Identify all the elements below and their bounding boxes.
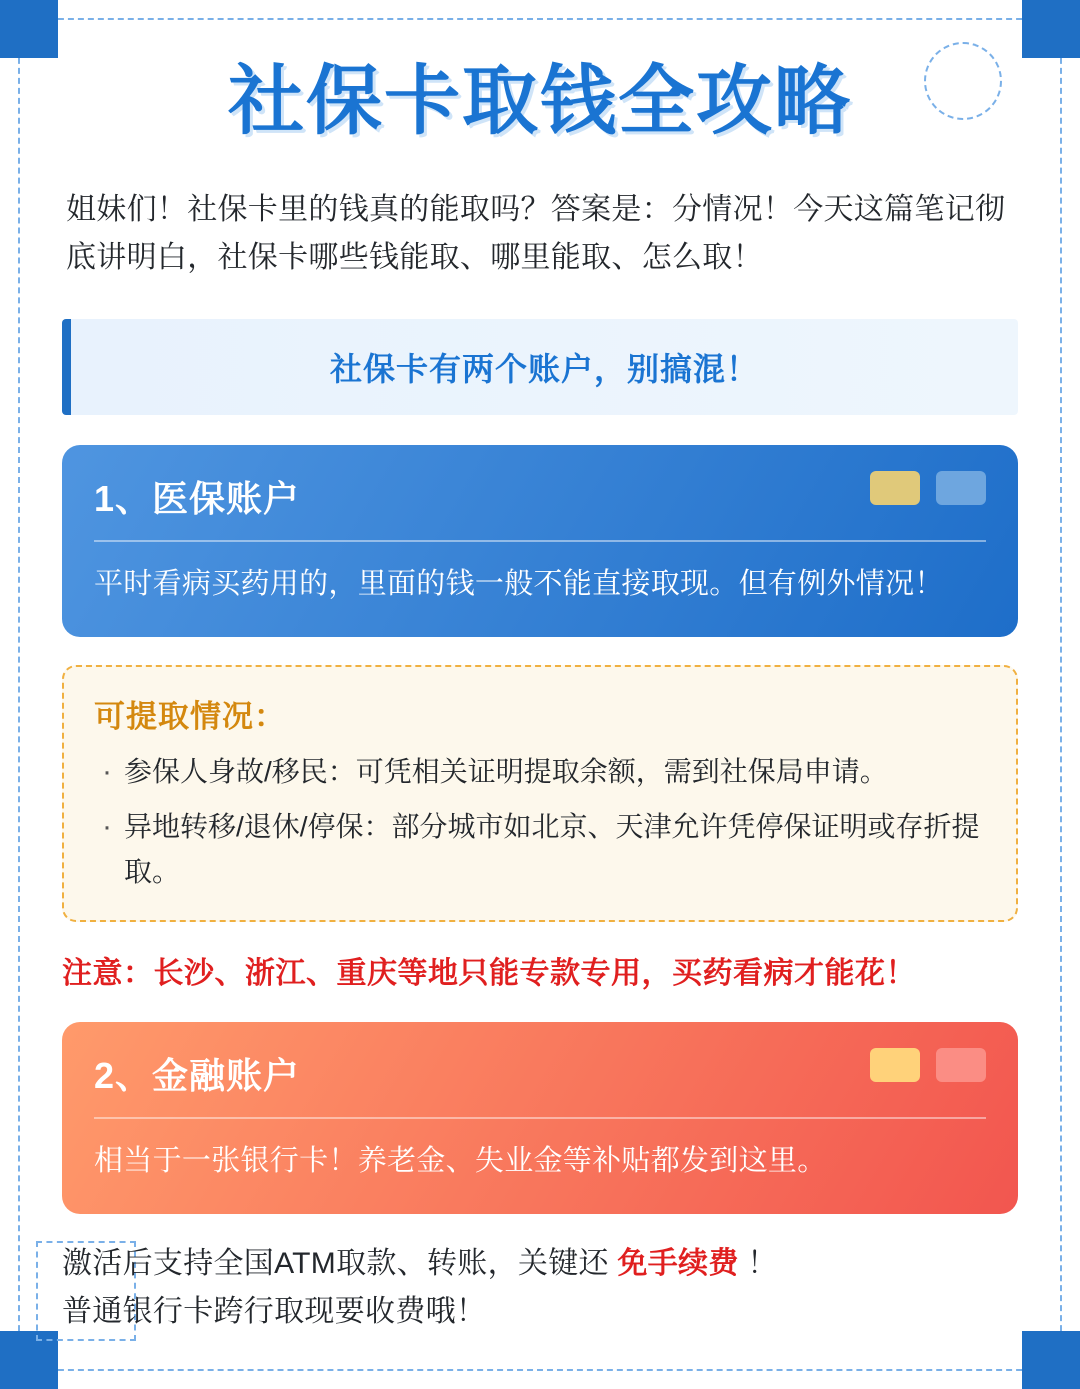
card-body-text: 相当于一张银行卡！养老金、失业金等补贴都发到这里。 xyxy=(94,1145,827,1178)
chip-gold-icon xyxy=(870,1048,920,1082)
footer-text-after: ！ xyxy=(738,1247,778,1281)
callout-text: 社保卡有两个账户，别搞混！ xyxy=(329,350,759,387)
note-list xyxy=(94,750,986,894)
corner-block-top-left xyxy=(0,0,58,58)
note-title: 可提取情况： xyxy=(94,698,286,734)
card-heading: 2、金融账户 xyxy=(94,1048,986,1119)
withdrawable-cases-box xyxy=(62,665,1018,922)
chip-blue-icon xyxy=(936,471,986,505)
card-medical-account xyxy=(62,445,1018,637)
warning-text: 注意：长沙、浙江、重庆等地只能专款专用，买药看病才能花！ xyxy=(62,957,916,991)
card-financial-account xyxy=(62,1022,1018,1214)
intro-paragraph: 姐妹们！社保卡里的钱真的能取吗？答案是：分情况！今天这篇笔记彻底讲明白，社保卡哪些钱能取、哪里能取、怎么取！ xyxy=(66,192,1006,275)
page-title: 社保卡取钱全攻略 xyxy=(228,59,852,144)
corner-block-bottom-right xyxy=(1022,1331,1080,1389)
chip-gold-icon xyxy=(870,471,920,505)
list-item: · 参保人身故/移民：可凭相关证明提取余额，需到社保局申请。 xyxy=(94,750,986,795)
footer-line-1 xyxy=(62,1240,1018,1288)
chip-red-icon xyxy=(936,1048,986,1082)
callout-banner xyxy=(62,319,1018,415)
card-chip-group-red xyxy=(870,1048,986,1082)
card-body-text: 平时看病买药用的，里面的钱一般不能直接取现。但有例外情况！ xyxy=(94,567,944,600)
card-chip-group-blue xyxy=(870,471,986,505)
footer-line-2: 普通银行卡跨行取现要收费哦！ xyxy=(62,1295,487,1329)
footer-highlight: 免手续费 xyxy=(617,1247,739,1281)
corner-block-top-right xyxy=(1022,0,1080,58)
list-item: · 异地转移/退休/停保：部分城市如北京、天津允许凭停保证明或存折提取。 xyxy=(94,805,986,895)
poster-content xyxy=(62,0,1018,1389)
footer-notes xyxy=(62,1240,1018,1336)
card-heading: 1、医保账户 xyxy=(94,471,986,542)
footer-text-before: 激活后支持全国ATM取款、转账，关键还 xyxy=(62,1247,618,1281)
